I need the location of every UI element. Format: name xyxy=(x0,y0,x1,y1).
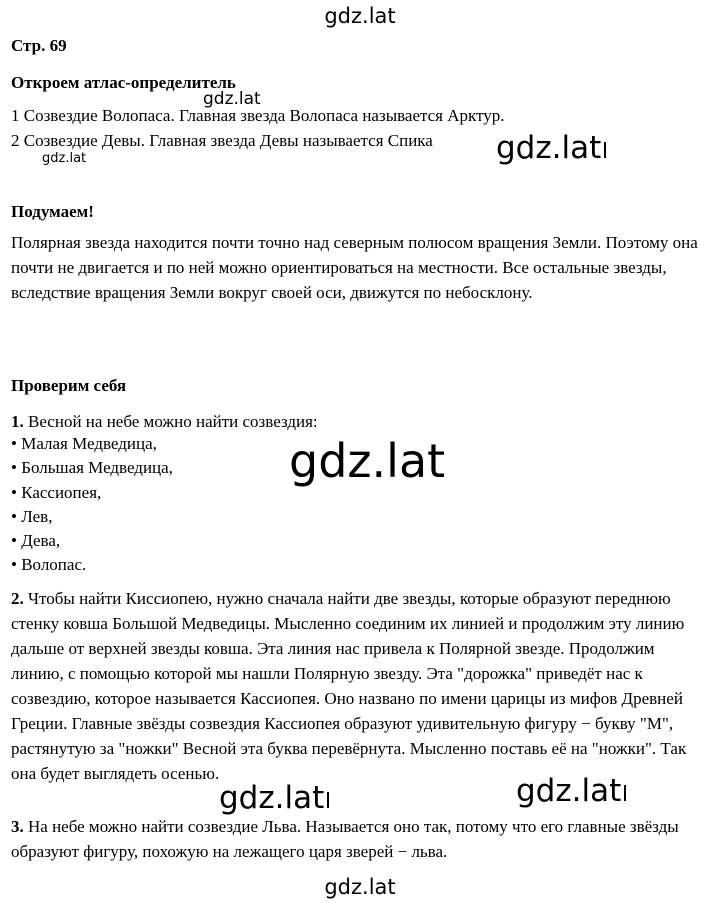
list-item: • Волопас. xyxy=(11,553,173,577)
watermark-center: gdz.lat xyxy=(289,434,446,488)
question-2 xyxy=(11,586,711,786)
list-item: • Дева, xyxy=(11,529,173,553)
watermark-top: gdz.lat xyxy=(324,4,396,28)
watermark-large: gdz.lat xyxy=(219,783,329,814)
watermark-small: gdz.lat xyxy=(203,89,261,109)
atlas-item-2: 2 Созвездие Девы. Главная звезда Девы называется Спика xyxy=(11,131,433,150)
question-3-number: 3. xyxy=(11,817,24,836)
question-1 xyxy=(11,413,318,430)
section-heading-think: Подумаем! xyxy=(11,202,94,221)
constellation-list xyxy=(11,432,173,578)
question-3 xyxy=(11,814,711,864)
question-1-intro: Весной на небе можно найти созвездия: xyxy=(23,412,318,431)
list-item: • Большая Медведица, xyxy=(11,456,173,480)
watermark-large: gdz.lat xyxy=(516,776,626,807)
list-item: • Малая Медведица, xyxy=(11,432,173,456)
question-3-text: На небе можно найти созвездие Льва. Называется оно так, потому что его главные звёзды образуют фигуру, похожую на лежащего царя зверей − льва. xyxy=(11,817,679,861)
page-number: Стр. 69 xyxy=(11,36,67,55)
watermark-large: gdz.lat xyxy=(496,133,606,164)
think-paragraph: Полярная звезда находится почти точно над северным полюсом вращения Земли. Поэтому она почти не двигается и по ней можно ориентироваться на местности. Все остальные звезды, вследствие вращения Земли вокруг своей оси, движутся по небосклону. xyxy=(11,233,698,302)
section-heading-atlas: Откроем атлас-определитель xyxy=(11,73,236,92)
question-1-number: 1. xyxy=(11,412,24,431)
list-item: • Кассиопея, xyxy=(11,481,173,505)
question-2-number: 2. xyxy=(11,589,24,608)
list-item: • Лев, xyxy=(11,505,173,529)
question-2-text: Чтобы найти Киссиопею, нужно сначала найти две звезды, которые образуют переднюю стенку ковша Большой Медведицы. Мысленно соединим их линией и продолжим эту линию дальше от верхней звезды ковша. Эта линия нас привела к Полярной звезде. Продолжим линию, с помощью которой мы нашли Полярную звезду. Эта "дорожка" приведёт нас к созвездию, которое называется Кассиопея. Оно названо по имени царицы из мифов Древней Греции. Главные звёзды созвездия Кассиопея образуют удивительную фигуру − букву "М", растянутую за "ножки" Весной эта буква перевёрнута. Мысленно поставь её на "ножки". Так она будет выглядеть осенью. xyxy=(11,589,687,783)
atlas-item-1: 1 Созвездие Волопаса. Главная звезда Волопаса называется Арктур. xyxy=(11,106,505,125)
section-heading-check: Проверим себя xyxy=(11,376,127,395)
watermark-small: gdz.lat xyxy=(42,151,87,166)
watermark-bottom: gdz.lat xyxy=(324,875,396,899)
